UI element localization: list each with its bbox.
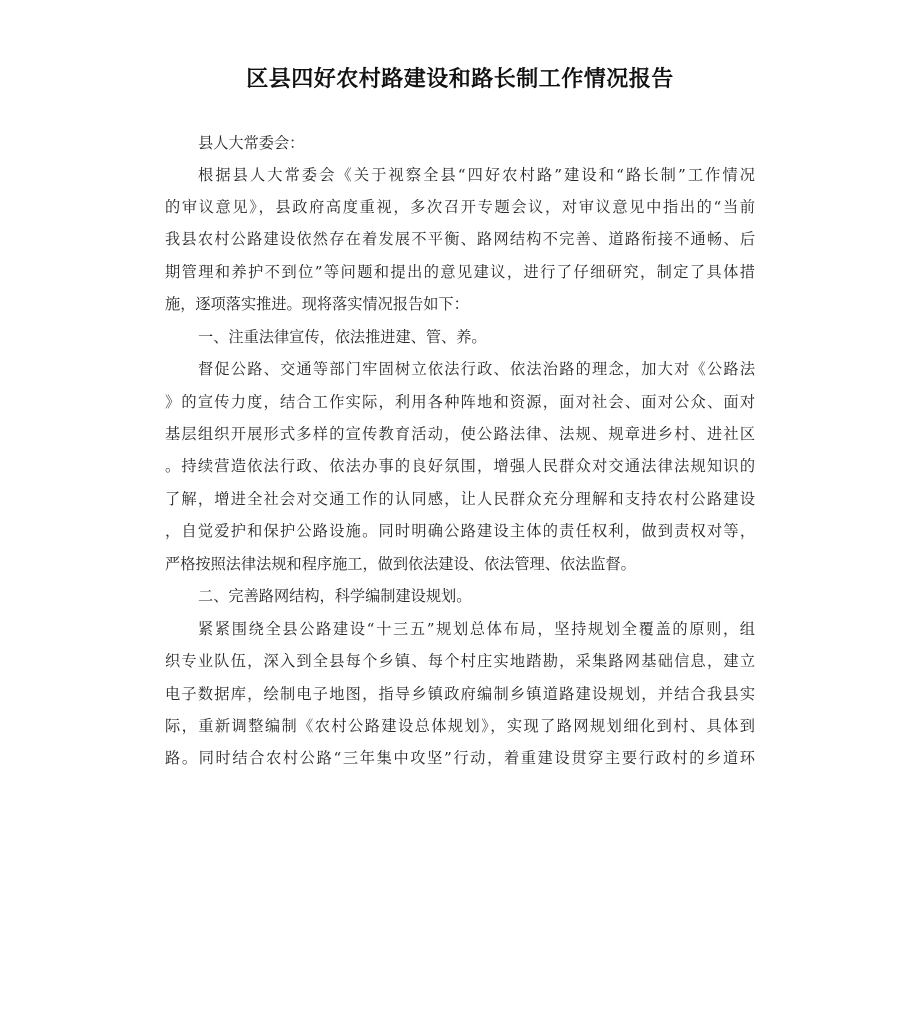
paragraph-line: 了解，增进全社会对交通工作的认同感，让人民群众充分理解和支持农村公路建设 <box>165 490 755 508</box>
paragraph-line: 路。同时结合农村公路“三年集中攻坚”行动，着重建设贯穿主要行政村的乡道环 <box>165 749 755 767</box>
paragraph-line: 。持续营造依法行政、依法办事的良好氛围，增强人民群众对交通法律法规知识的 <box>165 457 755 475</box>
paragraph-line: 》的宣传力度，结合工作实际，利用各种阵地和资源，面对社会、面对公众、面对 <box>165 393 755 411</box>
document-title: 区县四好农村路建设和路长制工作情况报告 <box>246 67 674 92</box>
paragraph-line: 根据县人大常委会《关于视察全县“四好农村路”建设和“路长制”工作情况 <box>198 166 755 184</box>
paragraph-line: 基层组织开展形式多样的宣传教育活动，使公路法律、法规、规章进乡村、进社区 <box>165 425 755 443</box>
paragraph-line: 施，逐项落实推进。现将落实情况报告如下： <box>165 295 469 313</box>
paragraph-line: 电子数据库，绘制电子地图，指导乡镇政府编制乡镇道路建设规划，并结合我县实 <box>165 685 755 703</box>
paragraph-line: ，自觉爱护和保护公路设施。同时明确公路建设主体的责任权利，做到责权对等， <box>165 522 755 540</box>
paragraph-line: 织专业队伍，深入到全县每个乡镇、每个村庄实地踏勘，采集路网基础信息，建立 <box>165 652 755 670</box>
paragraph-line: 的审议意见》，县政府高度重视，多次召开专题会议，对审议意见中指出的“当前 <box>165 198 755 216</box>
paragraph-line: 我县农村公路建设依然存在着发展不平衡、路网结构不完善、道路衔接不通畅、后 <box>165 230 755 248</box>
paragraph-line: 督促公路、交通等部门牢固树立依法行政、依法治路的理念，加大对《公路法 <box>198 360 755 378</box>
salutation: 县人大常委会： <box>198 134 305 152</box>
paragraph-line: 期管理和养护不到位”等问题和提出的意见建议，进行了仔细研究，制定了具体措 <box>165 263 755 281</box>
paragraph-line: 际，重新调整编制《农村公路建设总体规划》，实现了路网规划细化到村、具体到 <box>165 717 755 735</box>
section-heading: 一、注重法律宣传，依法推进建、管、养。 <box>198 328 487 346</box>
section-heading: 二、完善路网结构，科学编制建设规划。 <box>198 587 472 605</box>
paragraph-line: 紧紧围绕全县公路建设“十三五”规划总体布局，坚持规划全覆盖的原则，组 <box>198 620 755 638</box>
paragraph-line: 严格按照法律法规和程序施工，做到依法建设、依法管理、依法监督。 <box>165 555 636 573</box>
